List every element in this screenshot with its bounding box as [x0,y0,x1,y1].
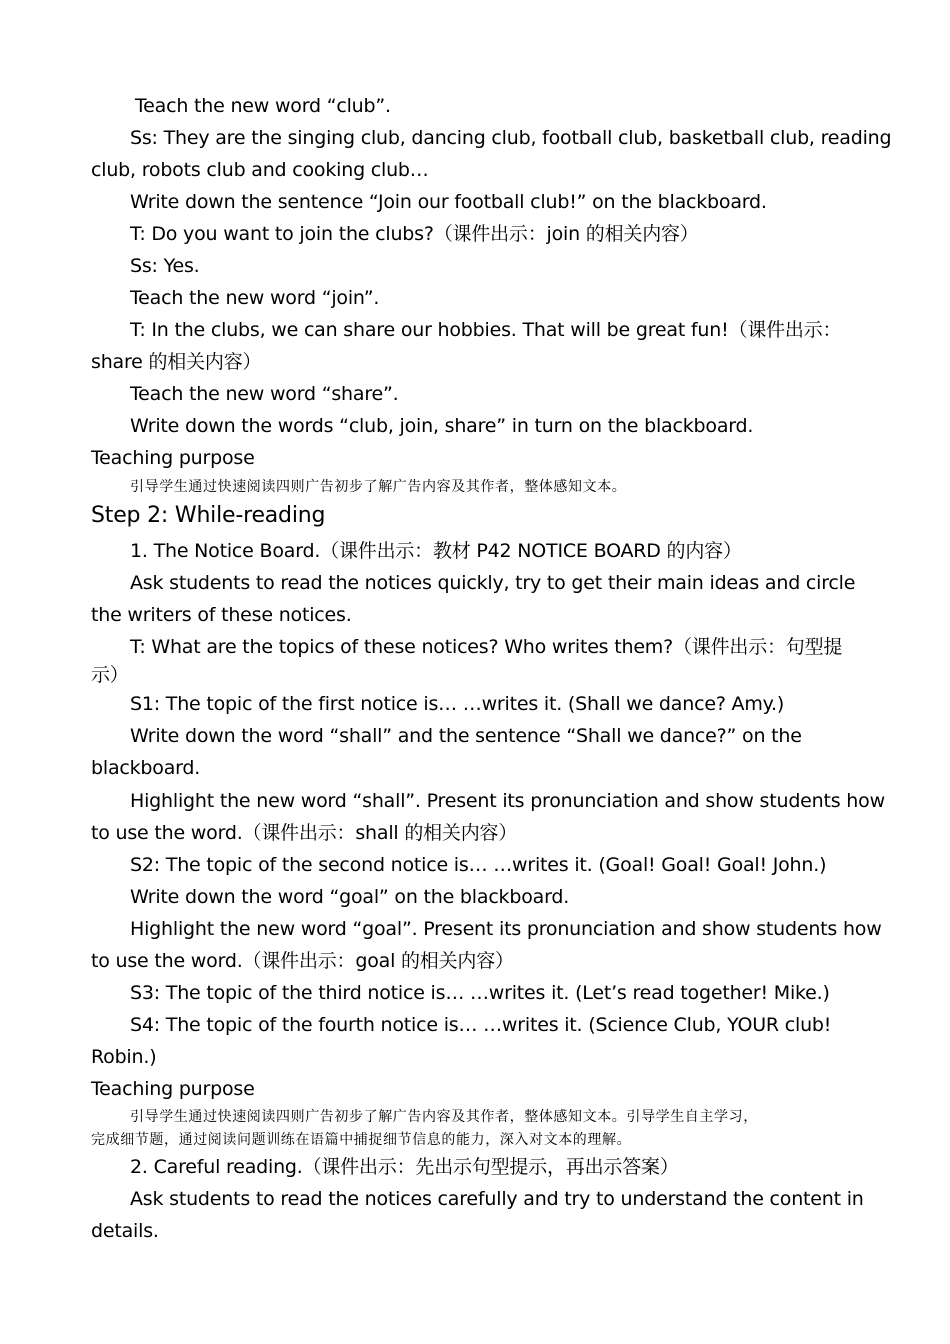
paragraph-line: Write down the word “shall” and the sentence “Shall we dance?” on the [130,725,802,747]
paragraph-line: T: Do you want to join the clubs?（课件出示：join 的相关内容） [130,223,699,245]
paragraph-line: S1: The topic of the first notice is… …writes it. (Shall we dance? Amy.) [130,693,785,715]
paragraph-line: Highlight the new word “shall”. Present its pronunciation and show students how [130,790,885,812]
paragraph-line: Highlight the new word “goal”. Present its pronunciation and show students how [130,918,882,940]
paragraph-line: Teach the new word “join”. [130,287,380,309]
paragraph-line: Ask students to read the notices carefully and try to understand the content in [130,1188,864,1210]
section-label: Teaching purpose [91,447,255,469]
paragraph-line: blackboard. [91,757,201,779]
paragraph-line: Ask students to read the notices quickly, try to get their main ideas and circle [130,572,856,594]
paragraph-line: S2: The topic of the second notice is… …writes it. (Goal! Goal! Goal! John.) [130,854,827,876]
paragraph-line: 1. The Notice Board.（课件出示：教材 P42 NOTICE BOARD 的内容） [130,540,742,562]
paragraph-line: Write down the word “goal” on the blackboard. [130,886,570,908]
step-heading: Step 2: While-reading [91,503,326,528]
teaching-purpose-text: 引导学生通过快速阅读四则广告初步了解广告内容及其作者，整体感知文本。引导学生自主学习， [130,1109,758,1125]
paragraph-line: Teach the new word “club”. [135,95,391,117]
paragraph-line: club, robots club and cooking club… [91,159,429,181]
paragraph-line: Write down the sentence “Join our football club!” on the blackboard. [130,191,767,213]
paragraph-line: S3: The topic of the third notice is… …writes it. (Let’s read together! Mike.) [130,982,830,1004]
paragraph-line: 示） [91,664,129,686]
teaching-purpose-text: 引导学生通过快速阅读四则广告初步了解广告内容及其作者，整体感知文本。 [130,479,627,495]
paragraph-line: 2. Careful reading.（课件出示：先出示句型提示，再出示答案） [130,1156,679,1178]
paragraph-line: details. [91,1220,159,1242]
paragraph-line: share 的相关内容） [91,351,262,373]
paragraph-line: the writers of these notices. [91,604,352,626]
paragraph-line: Robin.) [91,1046,157,1068]
paragraph-line: S4: The topic of the fourth notice is… …writes it. (Science Club, YOUR club! [130,1014,832,1036]
paragraph-line: Write down the words “club, join, share” in turn on the blackboard. [130,415,754,437]
paragraph-line: to use the word.（课件出示：goal 的相关内容） [91,950,514,972]
section-label: Teaching purpose [91,1078,255,1100]
paragraph-line: Ss: Yes. [130,255,200,277]
paragraph-line: Teach the new word “share”. [130,383,399,405]
paragraph-line: to use the word.（课件出示：shall 的相关内容） [91,822,518,844]
teaching-purpose-text: 完成细节题，通过阅读问题训练在语篇中捕捉细节信息的能力，深入对文本的理解。 [91,1132,632,1148]
paragraph-line: T: In the clubs, we can share our hobbies. That will be great fun!（课件出示： [130,319,842,341]
paragraph-line: T: What are the topics of these notices? Who writes them?（课件出示：句型提 [130,636,843,658]
paragraph-line: Ss: They are the singing club, dancing club, football club, basketball club, reading [130,127,892,149]
